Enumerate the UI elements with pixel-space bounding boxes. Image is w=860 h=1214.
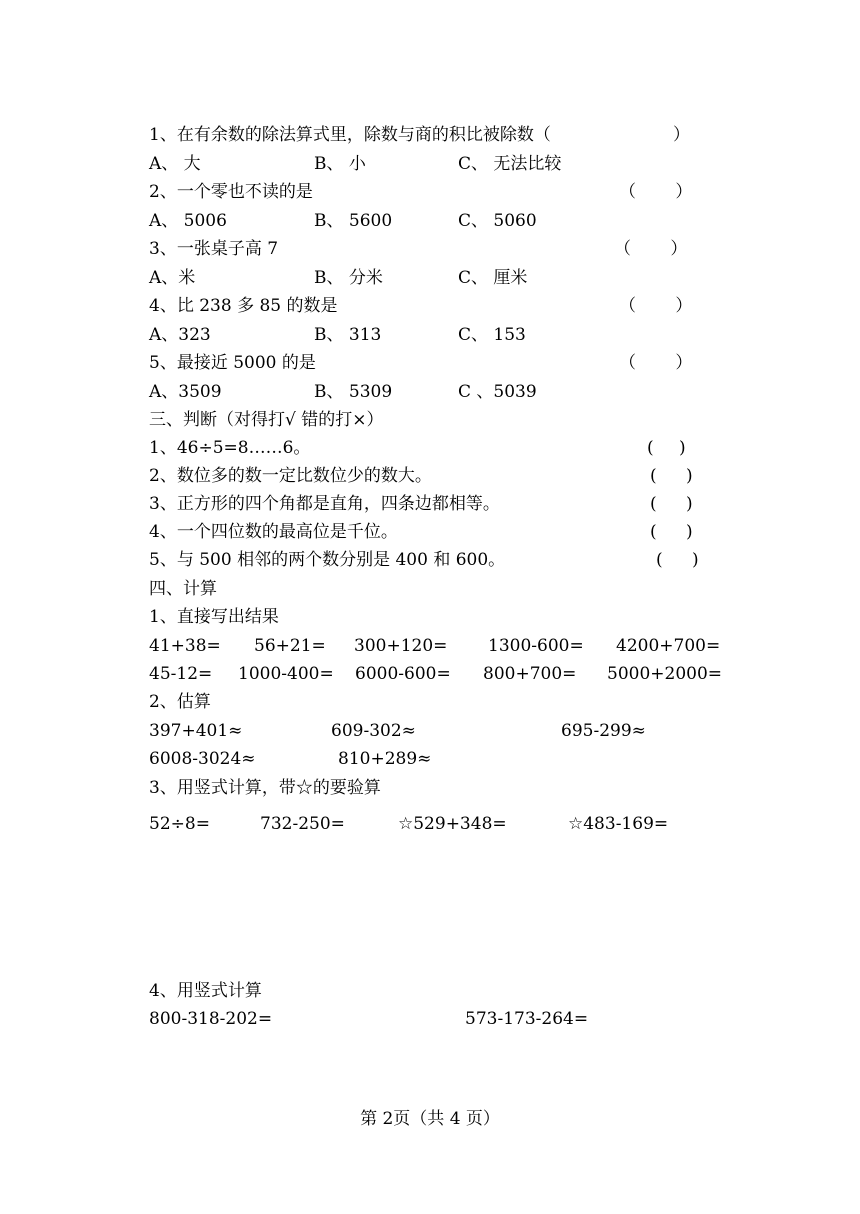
expression: 800+700= (483, 664, 577, 684)
expression: 6000-600= (355, 664, 451, 684)
section-heading-judge: 三、判断（对得打√ 错的打×） (149, 410, 384, 430)
option-a: A、 5006 (149, 211, 227, 231)
expression: 45-12= (149, 664, 213, 684)
expression: 810+289≈ (338, 749, 432, 769)
expression: ☆529+348= (398, 814, 507, 834)
judge-item: 1、46÷5=8……6。 (149, 438, 311, 458)
expression: 4200+700= (616, 636, 721, 656)
judge-item: 4、一个四位数的最高位是千位。 (149, 522, 398, 542)
expression: 300+120= (354, 636, 448, 656)
question-1: 1、在有余数的除法算式里，除数与商的积比被除数（ (149, 125, 551, 145)
question-5: 5、最接近 5000 的是 (149, 353, 316, 373)
expression: 1300-600= (488, 636, 584, 656)
judge-item: 2、数位多的数一定比数位少的数大。 (149, 466, 432, 486)
expression: 56+21= (254, 636, 326, 656)
option-c: C、 153 (458, 325, 526, 345)
expression: 695-299≈ (561, 721, 646, 741)
answer-paren: ( ) (647, 438, 686, 458)
expression: 41+38= (149, 636, 221, 656)
answer-paren: （ ） (614, 239, 688, 259)
expression: 6008-3024≈ (149, 749, 256, 769)
expression: 573-173-264= (465, 1009, 589, 1029)
option-b: B、 5600 (314, 211, 393, 231)
option-b: B、 分米 (314, 268, 383, 288)
answer-paren: （ ） (619, 182, 693, 202)
section-heading-calc: 四、计算 (149, 579, 217, 599)
option-a: A、323 (149, 325, 211, 345)
judge-item: 5、与 500 相邻的两个数分别是 400 和 600。 (149, 550, 506, 570)
subsection-title: 2、估算 (149, 692, 211, 712)
option-a: A、米 (149, 268, 196, 288)
answer-paren: （ ） (619, 353, 693, 373)
answer-paren: ） (673, 125, 690, 145)
option-c: C、 5060 (458, 211, 537, 231)
expression: 732-250= (260, 814, 345, 834)
question-2: 2、一个零也不读的是 (149, 182, 313, 202)
answer-paren: ( ) (650, 494, 693, 514)
answer-paren: ( ) (650, 466, 693, 486)
expression: 5000+2000= (607, 664, 723, 684)
answer-paren: ( ) (656, 550, 699, 570)
question-3: 3、一张桌子高 7 (149, 239, 279, 259)
answer-paren: （ ） (619, 296, 693, 316)
expression: 397+401≈ (149, 721, 243, 741)
expression: 800-318-202= (149, 1009, 273, 1029)
subsection-title: 4、用竖式计算 (149, 981, 262, 1001)
option-b: B、 5309 (314, 382, 393, 402)
subsection-title: 1、直接写出结果 (149, 607, 279, 627)
page-footer: 第 2页（共 4 页） (360, 1109, 500, 1129)
option-a: A、 大 (149, 154, 201, 174)
expression: ☆483-169= (568, 814, 669, 834)
judge-item: 3、正方形的四个角都是直角，四条边都相等。 (149, 494, 500, 514)
option-c: C、 厘米 (458, 268, 528, 288)
option-c: C 、5039 (458, 382, 537, 402)
expression: 609-302≈ (331, 721, 416, 741)
expression: 1000-400= (238, 664, 334, 684)
subsection-title: 3、用竖式计算，带☆的要验算 (149, 778, 381, 798)
option-b: B、 313 (314, 325, 382, 345)
option-a: A、3509 (149, 382, 222, 402)
option-b: B、 小 (314, 154, 366, 174)
question-4: 4、比 238 多 85 的数是 (149, 296, 338, 316)
option-c: C、 无法比较 (458, 154, 562, 174)
expression: 52÷8= (149, 814, 210, 834)
answer-paren: ( ) (650, 522, 693, 542)
